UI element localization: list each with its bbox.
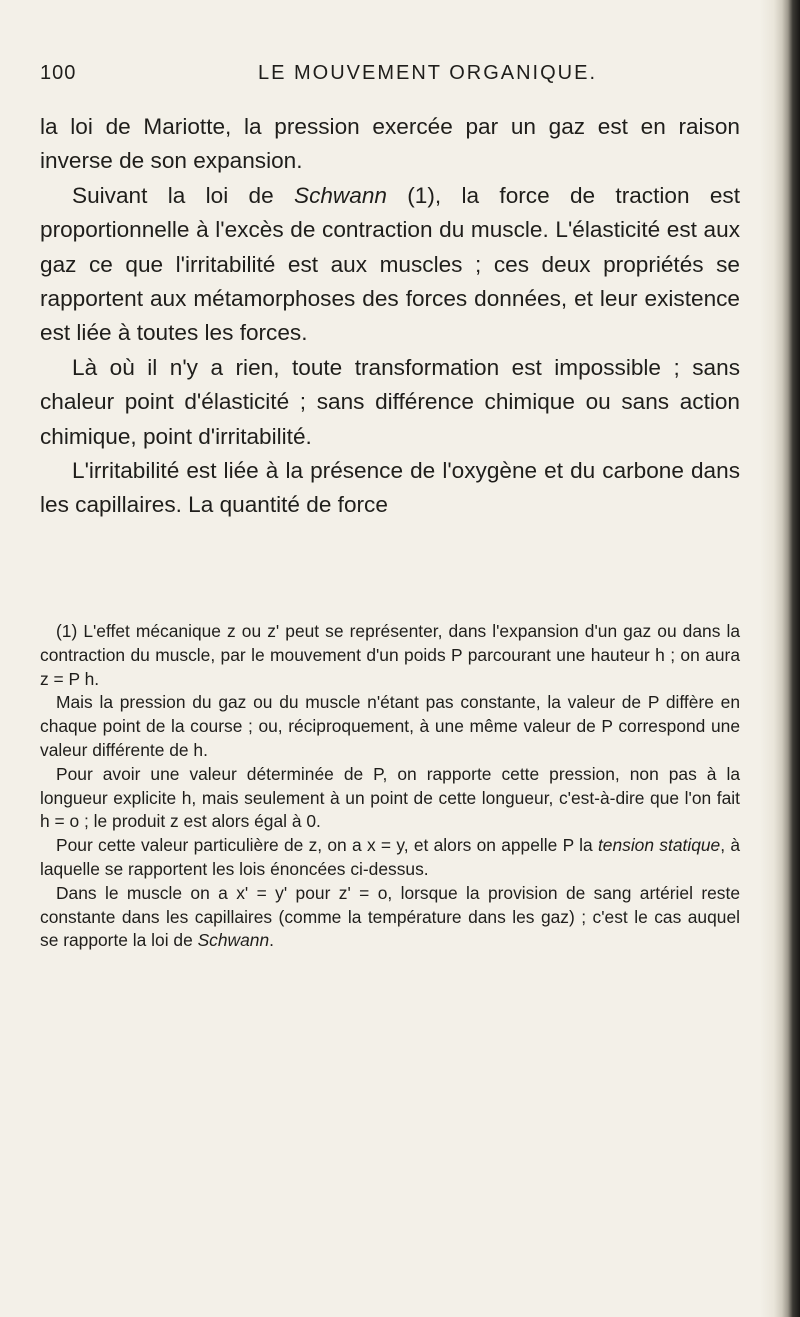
running-title: LE MOUVEMENT ORGANIQUE.: [258, 62, 598, 84]
paragraph-2: [40, 179, 740, 351]
paragraph-1: la loi de Mariotte, la pression exercée par un gaz est en raison inverse de son expansion.: [40, 114, 740, 174]
book-binding-edge: [760, 0, 800, 1317]
footnote-2: Mais la pression du gaz ou du muscle n'étant pas constante, la valeur de P diffère en chaque point de la course ; ou, réciproquement, à une même valeur de P correspond une valeur différente de h.: [40, 692, 740, 760]
footnote-5-text-b: .: [269, 930, 274, 951]
footnote-author-schwann: Schwann: [197, 930, 270, 951]
page-header: [40, 56, 740, 86]
footnote-3: Pour avoir une valeur déterminée de P, on rapporte cette pression, non pas à la longueur explicite h, mais seulement à un point de cette longueur, c'est-à-dire que l'on fait h = o ; le produit z est alors égal à 0.: [40, 763, 740, 832]
page-number: 100: [40, 62, 77, 84]
paragraph-4: L'irritabilité est liée à la présence de l'oxygène et du carbone dans les capillaires. La quantité de force: [40, 458, 740, 518]
footnote-4: [40, 834, 740, 882]
footnotes: [40, 620, 740, 953]
term-tension-statique: tension statique: [597, 835, 721, 856]
author-name-schwann: Schwann: [294, 182, 387, 208]
paragraph-2-text-b: (1), la force de traction est proportionnelle à l'excès de contraction du muscle. L'élasticité est aux gaz ce que l'irritabilité est aux muscles ; ces deux propriétés se rapportent aux métamorphoses des forces données, et leur existence est liée à toutes les forces.: [40, 182, 740, 346]
paragraph-2-text-a: Suivant la loi de: [72, 182, 294, 208]
paragraph-3: Là où il n'y a rien, toute transformation est impossible ; sans chaleur point d'élasticité ; sans différence chimique ou sans action chimique, point d'irritabilité.: [40, 354, 740, 449]
main-text: [40, 110, 740, 523]
footnote-4-text-b: , à laquelle se rapportent les lois énoncées ci-dessus.: [40, 835, 740, 879]
footnote-5-text-a: Dans le muscle on a x' = y' pour z' = o, lorsque la provision de sang artériel reste constante dans les capillaires (comme la température dans les gaz) ; c'est le cas auquel se rapporte la loi de: [40, 882, 740, 951]
footnote-4-text-a: Pour cette valeur particulière de z, on a x = y, et alors on appelle P la: [56, 835, 598, 856]
footnote-5: [40, 882, 740, 953]
footnote-1: (1) L'effet mécanique z ou z' peut se représenter, dans l'expansion d'un gaz ou dans la contraction du muscle, par le mouvement d'un poids P parcourant une hauteur h ; on aura z = P h.: [40, 621, 740, 689]
